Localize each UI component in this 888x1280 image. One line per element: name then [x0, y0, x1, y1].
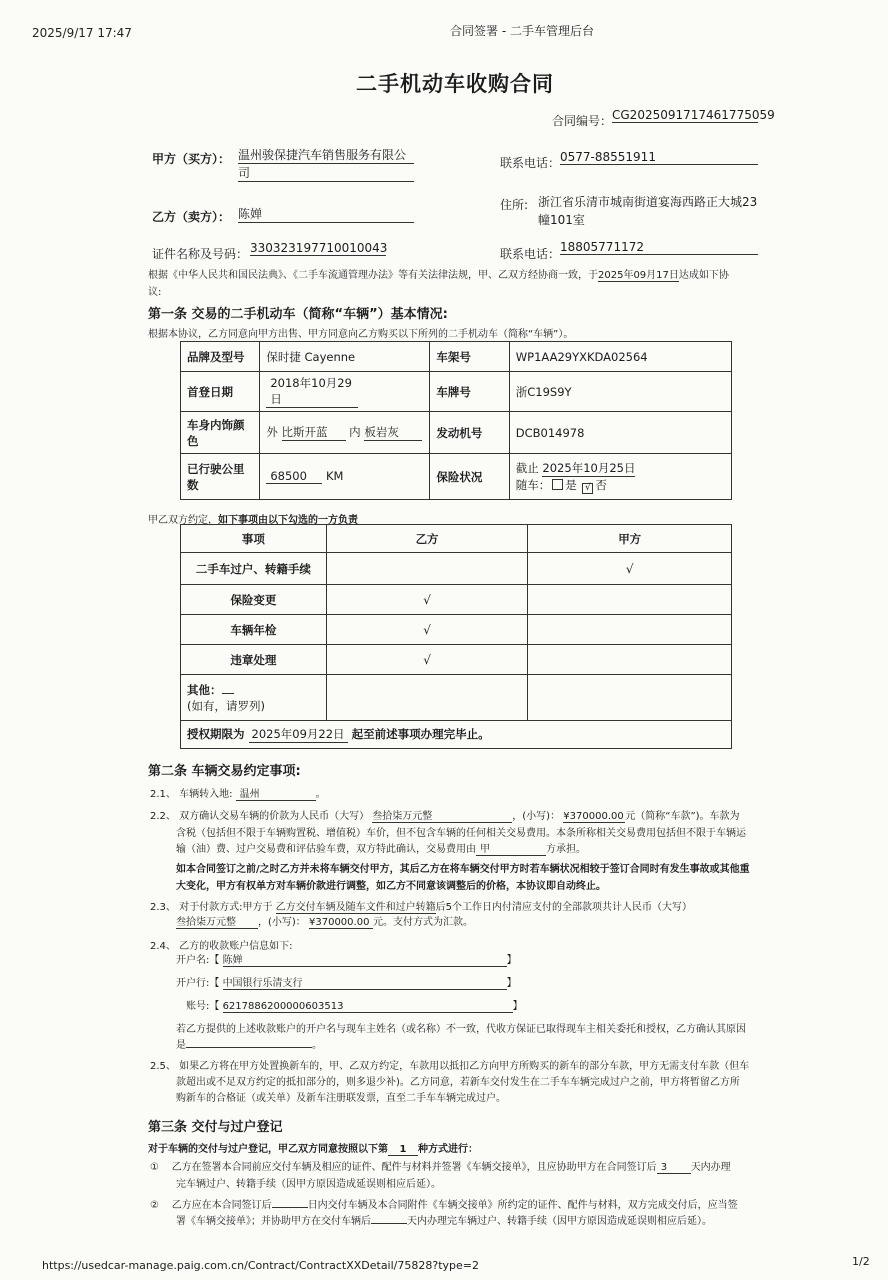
party-b-phone: 18805771172 [560, 240, 758, 255]
resp-row-b-check: √ [326, 645, 528, 675]
reg-date-cell [260, 372, 430, 412]
option-2-line1: ② 乙方应在本合同签订后 日内交付车辆及本合同附件《车辆交接单》所约定的证件、配件与材料，双方完成交付后，应当签 [150, 1200, 738, 1211]
basis-text: 根据《中华人民共和国民法典》、《二手车流通管理办法》等有关法律法规，甲、乙双方经协商一致，于2025年09月17日达成如下协 [148, 266, 729, 282]
plate-value: 浙C19S9Y [509, 372, 731, 412]
clause-2-3-line1: 2.3、 对于付款方式:甲方于 乙方交付车辆及随车文件和过户转籍后5个工作日内付清应支付的全部款项共计人民币（大写） [150, 898, 692, 914]
resp-row-item: 二手车过户、转籍手续 [181, 553, 327, 585]
footer-url: https://usedcar-manage.paig.com.cn/Contract/ContractXXDetail/75828?type=2 [42, 1259, 479, 1272]
contract-title: 二手机动车收购合同 [356, 72, 554, 96]
basis-date: 2025年09月17日 [598, 266, 679, 282]
resp-other-b [326, 675, 528, 721]
reg-date-label: 首登日期 [181, 372, 260, 412]
resp-row-b-check: √ [326, 615, 528, 645]
id-number: 330323197710010043 [250, 241, 388, 255]
address-line1: 浙江省乐清市城南街道宴海西路正大城23 [538, 195, 758, 209]
party-b-name: 陈婵 [238, 205, 414, 223]
basis-text-line2: 议: [148, 287, 162, 298]
account-no: 6217886200000603513 [223, 1001, 513, 1013]
price-upper: 叁拾柒万元整 [372, 807, 512, 823]
reg-date-value: 2018年10月29日 [266, 375, 358, 408]
resp-row-a-check [528, 645, 732, 675]
option-1-line1: ① 乙方在签署本合同前应交付车辆及相应的证件、配件与材料并签署《车辆交接单》，且应协助甲方在合同签订后 3 天内办理 [150, 1162, 731, 1173]
insurance-until: 2025年10月25日 [542, 460, 636, 475]
contract-no: CG2025091717461775059 [612, 108, 775, 122]
clause-2-2-line2: 含税（包括但不限于车辆购置税、增值税）车价，但不包含车辆的任何相关交易费用。本条所称相关交易费用包括但不限于车辆运 [176, 828, 746, 839]
party-b-phone-label: 联系电话： [500, 247, 561, 261]
clause-2-2-line3: 输（油）费、过户交易费和评估验车费，双方特此确认，交易费用由 甲 方承担。 [176, 840, 586, 856]
footer-page-number: 1/2 [852, 1255, 870, 1268]
section-3-intro: 对于车辆的交付与过户登记，甲乙双方同意按照以下第 1 种方式进行： [148, 1144, 478, 1155]
party-a-label: 甲方（买方）： [152, 152, 231, 166]
clause-2-2-bold-line1: 如本合同签订之前/之时乙方并未将车辆交付甲方，其后乙方在将车辆交付甲方时若车辆状况相较于签订合同时有发生事故或其他重 [176, 864, 750, 875]
print-datetime: 2025/9/17 17:47 [32, 26, 132, 40]
vehicle-info-table [180, 341, 732, 500]
party-b-label: 乙方（卖方）： [152, 210, 231, 224]
resp-row-item: 违章处理 [181, 645, 327, 675]
resp-row-item: 车辆年检 [181, 615, 327, 645]
clause-2-5-line2: 款超出或不足双方约定的抵扣部分的，则多退少补)。乙方同意，若新车交付发生在二手车车辆完成过户之前，甲方将暂留乙方所 [176, 1077, 740, 1088]
resp-row-b-check [326, 553, 528, 585]
responsibility-table [180, 524, 732, 749]
fee-bearer: 甲 [476, 840, 546, 856]
section-1-title: 第一条 交易的二手机动车（简称“车辆”）基本情况: [148, 307, 448, 322]
resp-row-a-check: √ [528, 553, 732, 585]
resp-header-a: 甲方 [528, 525, 732, 553]
section-3-title: 第三条 交付与过户登记 [148, 1120, 283, 1135]
insurance-cell: 截止 2025年10月25日 随车： 是 √ 否 [509, 454, 731, 500]
color-interior: 板岩灰 [364, 424, 422, 441]
resp-row-b-check: √ [326, 585, 528, 615]
clause-2-4-note1: 若乙方提供的上述收款账户的开户名与现车主姓名（或名称）不一致，代收方保证已取得现车主相关委托和授权，乙方确认其原因 [176, 1024, 746, 1035]
resp-header-item: 事项 [181, 525, 327, 553]
account-no-row: 账号:【 6217886200000603513 】 [186, 1001, 523, 1012]
clause-2-2-bold-line2: 大变化，甲方有权单方对车辆价款进行调整，如乙方不同意该调整后的价格，本协议即自动终止。 [176, 881, 606, 892]
resp-intro: 甲乙双方约定，如下事项由以下勾选的一方负责 [148, 515, 358, 526]
resp-row-item: 保险变更 [181, 585, 327, 615]
resp-row-a-check [528, 615, 732, 645]
clause-2-1: 2.1、 车辆转入地: 温州 。 [150, 785, 326, 801]
insurance-label: 保险状况 [430, 454, 509, 500]
with-car-yes-checkbox[interactable] [552, 479, 563, 490]
party-a-name-line2: 司 [238, 164, 414, 182]
account-bank-row: 开户行:【 中国银行乐清支行 】 [176, 974, 517, 990]
id-label: 证件名称及号码： [152, 247, 249, 261]
account-name-row: 开户名:【 陈婵 】 [176, 951, 517, 967]
option-1-line2: 完车辆过户、转籍手续（因甲方原因造成延误则相应后延）。 [176, 1179, 441, 1190]
print-page-title: 合同签署 - 二手车管理后台 [450, 24, 594, 38]
resp-other-cell: 其他： (如有，请罗列) [181, 675, 327, 721]
vin-label: 车架号 [430, 342, 509, 372]
engine-label: 发动机号 [430, 412, 509, 454]
auth-period-row: 授权期限为 2025年09月22日 起至前述事项办理完毕止。 [181, 721, 732, 749]
clause-2-2-line1: 2.2、 双方确认交易车辆的价款为人民币（大写） 叁拾柒万元整 ，(小写)： ¥370000.00 元（简称“车款”)。车款为 [150, 807, 740, 823]
clause-2-4-note2: 是 。 [176, 1040, 322, 1051]
brand-label: 品牌及型号 [181, 342, 260, 372]
color-label: 车身内饰颜 色 [181, 412, 260, 454]
engine-value: DCB014978 [509, 412, 731, 454]
vin-value: WP1AA29YXKDA02564 [509, 342, 731, 372]
delivery-method-choice: 1 [388, 1144, 418, 1156]
plate-label: 车牌号 [430, 372, 509, 412]
option-2-line2: 署《车辆交接单》；并协助甲方在交付车辆后 天内办理完车辆过户、转籍手续（因甲方原因造成延误则相应后延）。 [176, 1216, 712, 1227]
with-car-no-checkbox[interactable]: √ [582, 483, 593, 494]
option-1-days: 3 [657, 1162, 691, 1174]
contract-no-label: 合同编号： [552, 114, 613, 128]
price-amount: ¥370000.00 [563, 811, 624, 822]
color-cell: 外 比斯开蓝 内 板岩灰 [260, 412, 430, 454]
resp-row-a-check [528, 585, 732, 615]
account-name: 陈婵 [223, 951, 507, 967]
account-bank: 中国银行乐清支行 [223, 974, 507, 990]
auth-date: 2025年09月22日 [249, 726, 348, 743]
resp-other-a [528, 675, 732, 721]
payment-amount: ¥370000.00 [309, 917, 373, 929]
brand-value: 保时捷 Cayenne [260, 342, 430, 372]
color-exterior: 比斯开蓝 [282, 424, 346, 441]
resp-header-b: 乙方 [326, 525, 528, 553]
mileage-cell: 68500 KM [260, 454, 430, 500]
clause-2-3-line2: 叁拾柒万元整 ，(小写)： ¥370000.00 元。支付方式为汇款。 [176, 913, 473, 929]
payment-upper: 叁拾柒万元整 [176, 913, 258, 929]
party-a-phone-label: 联系电话： [500, 156, 561, 170]
address-line2: 幢101室 [538, 213, 585, 227]
party-a-name-line1: 温州骏保捷汽车销售服务有限公 [238, 146, 414, 164]
mileage-value: 68500 [266, 469, 322, 484]
clause-2-5-line3: 购新车的合格证（或关单）及新车注册联发票，直至二手车车辆完成过户。 [176, 1093, 506, 1104]
transfer-destination: 温州 [236, 785, 316, 801]
mileage-label: 已行驶公里 数 [181, 454, 260, 500]
payment-condition: 乙方交付车辆及随车文件和过户转籍 [276, 898, 436, 914]
section-2-title: 第二条 车辆交易约定事项: [148, 764, 301, 779]
address-label: 住所: [500, 198, 529, 212]
clause-2-5-line1: 2.5、 如果乙方将在甲方处置换新车的，甲、乙双方约定，车款用以抵扣乙方向甲方所购买的新车的部分车款，甲方无需支付车款（但车 [150, 1061, 750, 1072]
clause-2-4-title: 2.4、 乙方的收款账户信息如下: [150, 941, 293, 952]
section-1-intro: 根据本协议，乙方同意向甲方出售、甲方同意向乙方购买以下所列的二手机动车（简称“车辆”）。 [148, 329, 574, 340]
party-a-phone: 0577-88551911 [560, 150, 758, 165]
